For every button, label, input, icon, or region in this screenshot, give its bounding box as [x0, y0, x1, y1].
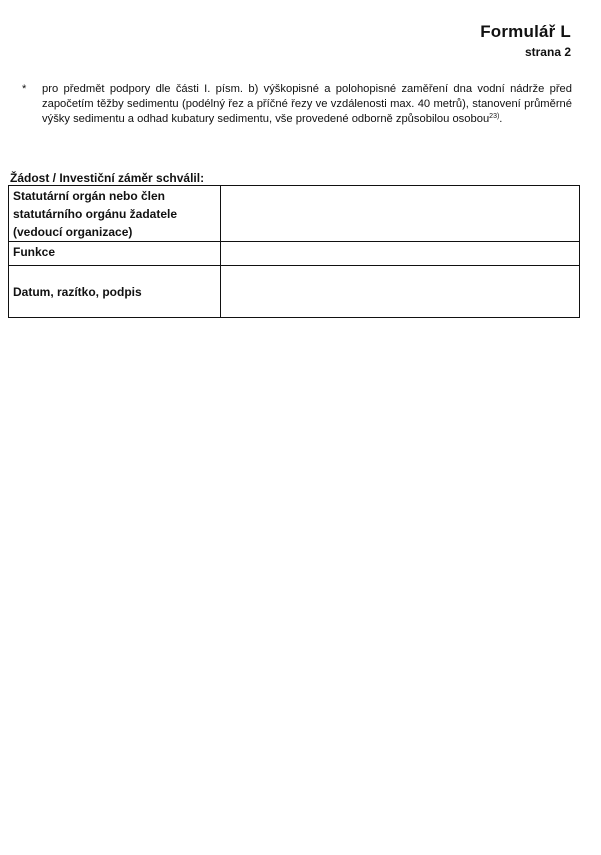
table-row — [9, 266, 580, 318]
label-line: (vedoucí organizace) — [13, 225, 133, 239]
table-row — [9, 186, 580, 242]
form-title: Formulář L — [480, 22, 571, 41]
label-line: statutárního orgánu žadatele — [13, 207, 178, 221]
label-line: Funkce — [13, 245, 56, 259]
row-label-date-stamp-signature — [9, 266, 221, 318]
footnote-text: pro předmět podpory dle části I. písm. b) výškopisné a polohopisné zaměření dna vodní nádrže před započetím těžby sedimentu (podélný řez a příčné řezy ve vzdálenosti max. 40 metrů), stanovení průměrné výšky sedimentu a odhad kubatury sedimentu, vše provedené odborně způsobilou osobou — [42, 83, 572, 125]
approval-table — [8, 185, 580, 318]
approval-heading: Žádost / Investiční záměr schválil: — [10, 171, 205, 185]
page-number: strana 2 — [524, 45, 571, 59]
date-stamp-signature-field[interactable] — [221, 266, 580, 318]
statutory-body-field[interactable] — [221, 186, 580, 242]
row-label-function — [9, 242, 221, 266]
footnote-reference: 23) — [489, 113, 500, 120]
label-line: Datum, razítko, podpis — [13, 285, 142, 299]
label-line: Statutární orgán nebo člen — [13, 189, 166, 203]
footnote-end: . — [499, 113, 503, 125]
function-field[interactable] — [221, 242, 580, 266]
row-label-statutory-body — [9, 186, 221, 242]
asterisk-bullet: * — [22, 83, 27, 95]
table-row — [9, 242, 580, 266]
footnote-text-block — [42, 82, 572, 127]
